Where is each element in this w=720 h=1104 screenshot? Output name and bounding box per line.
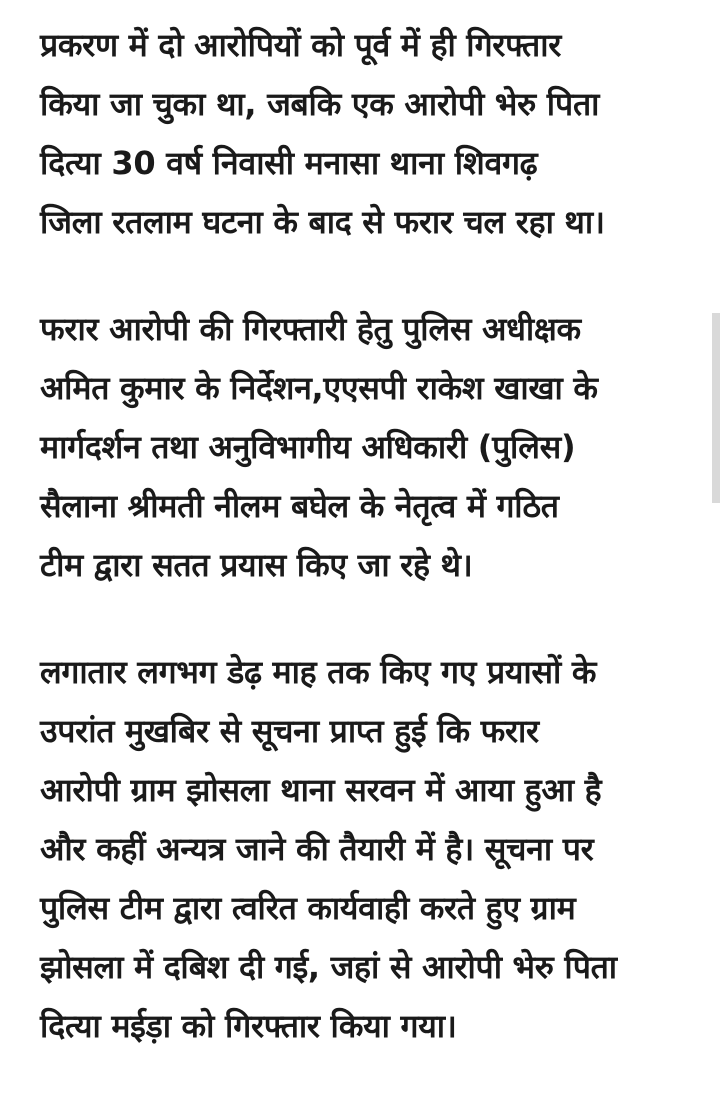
paragraph-line: प्रकरण में दो आरोपियों को पूर्व में ही गिरफ्तार (40, 26, 562, 64)
paragraph-line: पुलिस टीम द्वारा त्वरित कार्यवाही करते हुए ग्राम (40, 889, 576, 927)
paragraph-line: सैलाना श्रीमती नीलम बघेल के नेतृत्व में गठित (40, 487, 559, 525)
paragraph-line: टीम द्वारा सतत प्रयास किए जा रहे थे। (40, 546, 473, 584)
paragraph-3 (40, 643, 690, 1056)
paragraph-2 (40, 300, 690, 595)
paragraph-1 (40, 16, 690, 252)
paragraph-line: आरोपी ग्राम झोसला थाना सरवन में आया हुआ है (40, 771, 602, 809)
paragraph-line: मार्गदर्शन तथा अनुविभागीय अधिकारी (पुलिस) (40, 428, 576, 466)
paragraph-line: झोसला में दबिश दी गई, जहां से आरोपी भेरु पिता (40, 948, 617, 986)
paragraph-line: अमित कुमार के निर्देशन,एएसपी राकेश खाखा के (40, 369, 598, 407)
paragraph-line: फरार आरोपी की गिरफ्तारी हेतु पुलिस अधीक्षक (40, 310, 581, 348)
paragraph-line: लगातार लगभग डेढ़ माह तक किए गए प्रयासों के (40, 653, 597, 691)
scrollbar-thumb[interactable] (712, 313, 720, 503)
paragraph-line: किया जा चुका था, जबकि एक आरोपी भेरु पिता (40, 85, 600, 123)
article-body (40, 16, 690, 1104)
paragraph-line: दित्या मईड़ा को गिरफ्तार किया गया। (40, 1007, 457, 1045)
paragraph-line: और कहीं अन्यत्र जाने की तैयारी में है। सूचना पर (40, 830, 594, 868)
paragraph-line: दित्या 30 वर्ष निवासी मनासा थाना शिवगढ़ (40, 144, 538, 182)
paragraph-line: उपरांत मुखबिर से सूचना प्राप्त हुई कि फरार (40, 712, 539, 750)
paragraph-line: जिला रतलाम घटना के बाद से फरार चल रहा था। (40, 203, 605, 241)
